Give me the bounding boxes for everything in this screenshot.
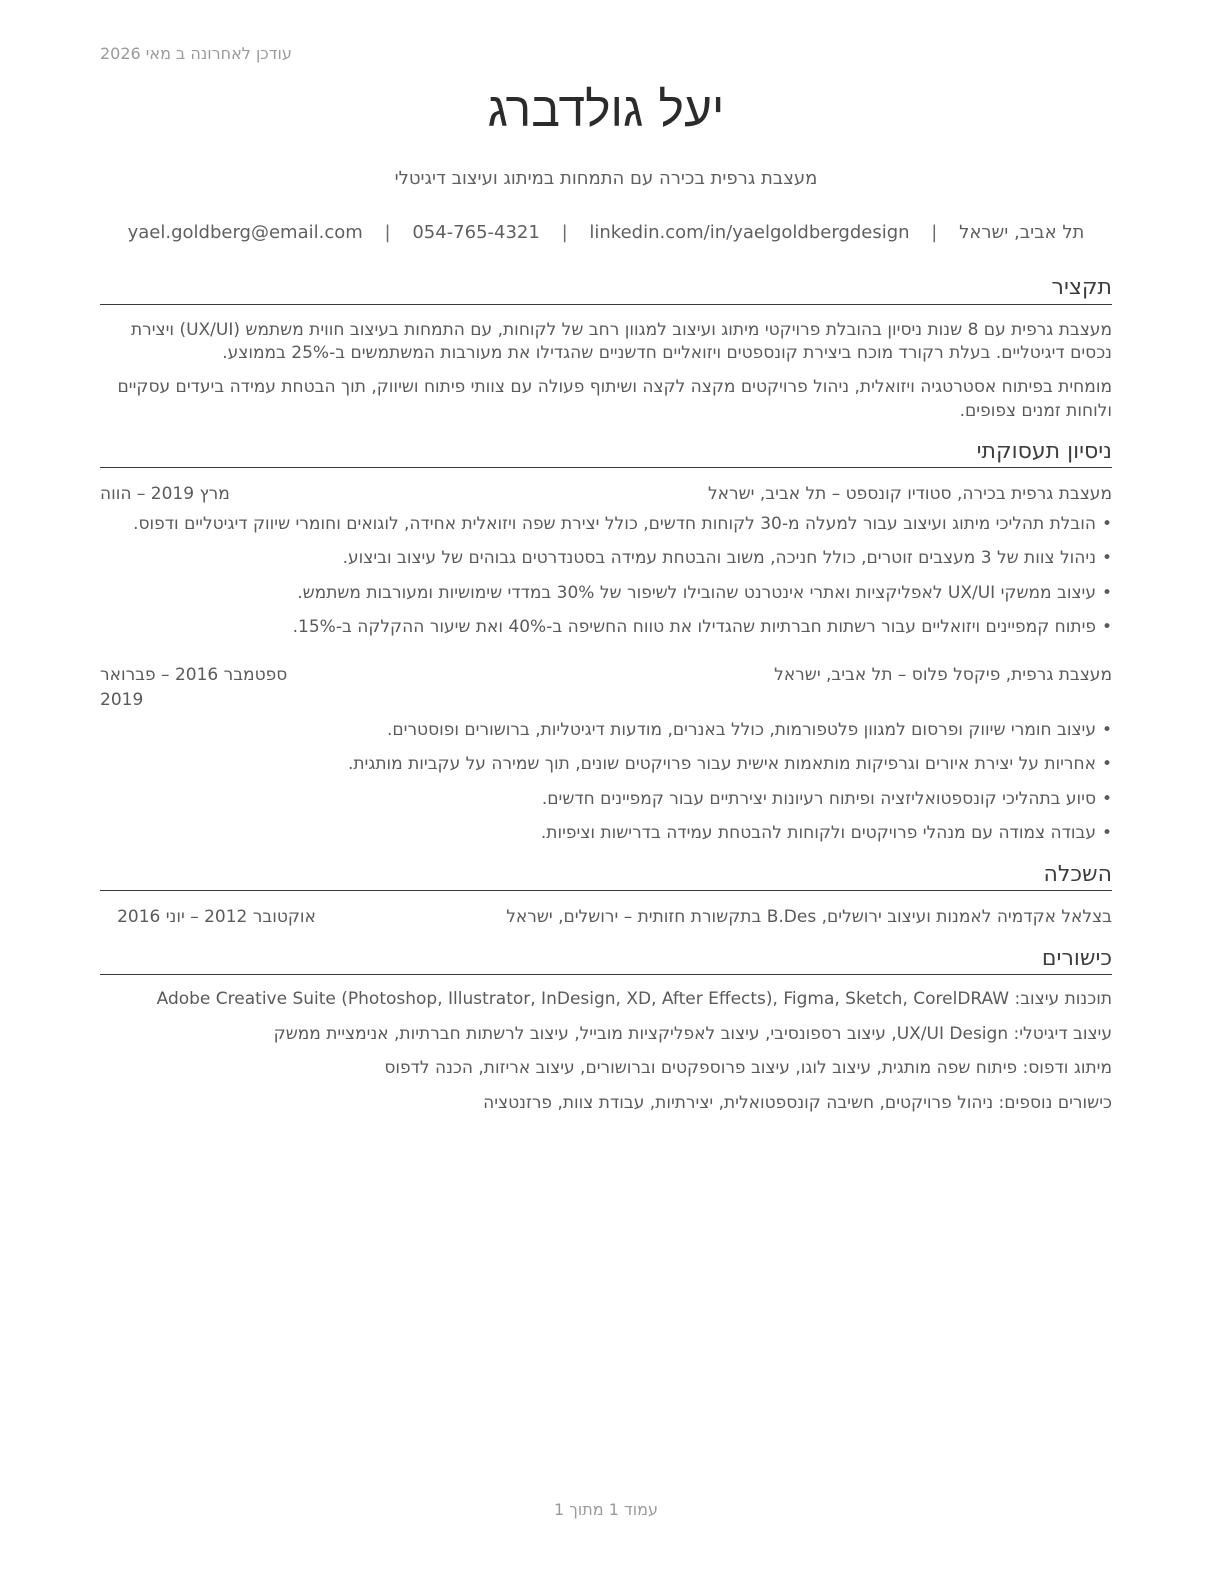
page-number: עמוד 1 מתוך 1 — [554, 1500, 658, 1519]
job-role: מעצבת גרפית בכירה, סטודיו קונספט – תל אביב, ישראל — [707, 484, 1112, 505]
job-dates: מרץ 2019 – הווה — [100, 484, 230, 505]
education-dates: אוקטובר 2012 – יוני 2016 — [117, 907, 316, 928]
job-entry — [100, 482, 1112, 641]
section-title-summary: תקציר — [100, 274, 1112, 305]
experience-section — [100, 438, 1112, 847]
resume-body — [100, 274, 1112, 1130]
skill-line: כישורים נוספים: ניהול פרויקטים, חשיבה קונספטואלית, יצירתיות, עבודת צוות, פרזנטציה — [483, 1092, 1112, 1113]
section-title-experience: ניסיון תעסוקתי — [100, 438, 1112, 469]
job-bullet: • סיוע בתהליכי קונספטואליזציה ופיתוח רעיונות יצירתיים עבור קמפיינים חדשים. — [100, 787, 1112, 813]
job-bullet: • ניהול צוות של 3 מעצבים זוטרים, כולל חניכה, משוב והבטחת עמידה בסטנדרטים גבוהים של עיצוב וביצוע. — [100, 546, 1112, 572]
summary-section — [100, 274, 1112, 424]
candidate-name: יעל גולדברג — [487, 82, 725, 138]
education-section — [100, 861, 1112, 931]
contact-line — [100, 222, 1112, 243]
skills-section — [100, 945, 1112, 1117]
professional-title: מעצבת גרפית בכירה עם התמחות במיתוג ועיצוב דיגיטלי — [394, 168, 818, 189]
job-bullets — [100, 512, 1112, 641]
skills-list — [100, 987, 1112, 1116]
job-bullet: • אחריות על יצירת איורים וגרפיקות מותאמות אישית עבור פרויקטים שונים, תוך שמירה על עקביות מותגית. — [100, 752, 1112, 778]
summary-paragraph: מעצבת גרפית עם 8 שנות ניסיון בהובלת פרויקטי מיתוג ועיצוב למגוון רחב של לקוחות, עם התמחות בעיצוב חווית משתמש (UX/UI) ויצירת נכסים דיגיטליים. בעלת רקורד מוכח ביצירת קונספטים ויזואליים חדשניים שהגדילו את מעורבות המשתמשים ב-25% בממוצע. — [130, 319, 1112, 364]
contact-location: תל אביב, ישראל — [959, 222, 1085, 243]
contact-linkedin[interactable]: linkedin.com/in/yaelgoldbergdesign — [589, 222, 910, 243]
resume-page — [100, 0, 1112, 1584]
job-bullet: • עיצוב חומרי שיווק ופרסום למגוון פלטפורמות, כולל באנרים, מודעות דיגיטליות, ברושורים ופוסטרים. — [100, 718, 1112, 744]
job-entry — [100, 663, 1112, 847]
contact-email[interactable]: yael.goldberg@email.com — [127, 222, 363, 243]
last-updated-note: עודכן לאחרונה ב מאי 2026 — [100, 44, 292, 63]
skill-line: תוכנות עיצוב: Adobe Creative Suite (Photoshop, Illustrator, InDesign, XD, After Effects), Figma, Sketch, CorelDRAW — [156, 989, 1112, 1010]
education-degree: בצלאל אקדמיה לאמנות ועיצוב ירושלים, B.Des בתקשורת חזותית – ירושלים, ישראל — [506, 907, 1112, 928]
job-bullet: • פיתוח קמפיינים ויזואליים עבור רשתות חברתיות שהגדילו את טווח החשיפה ב-40% ואת שיעור ההקלקה ב-15%. — [100, 615, 1112, 641]
contact-separator: | — [561, 222, 568, 243]
job-bullet: • הובלת תהליכי מיתוג ועיצוב עבור למעלה מ-30 לקוחות חדשים, כולל יצירת שפה ויזואלית אחידה, לוגואים וחומרי שיווק דיגיטליים ודפוס. — [100, 512, 1112, 538]
job-bullets — [100, 718, 1112, 847]
job-header — [100, 663, 1112, 714]
summary-paragraph: מומחית בפיתוח אסטרטגיה ויזואלית, ניהול פרויקטים מקצה לקצה ושיתוף פעולה עם צוותי פיתוח ושיווק, תוך הבטחת עמידה ביעדים עסקיים ולוחות זמנים צפופים. — [117, 377, 1112, 421]
contact-phone[interactable]: 054-765-4321 — [412, 222, 540, 243]
skill-line: מיתוג ודפוס: פיתוח שפה מותגית, עיצוב לוגו, עיצוב פרוספקטים וברושורים, עיצוב אריזות, הכנה לדפוס — [384, 1058, 1112, 1079]
contact-separator: | — [384, 222, 391, 243]
job-role: מעצבת גרפית, פיקסל פלוס – תל אביב, ישראל — [774, 664, 1112, 685]
job-dates: ספטמבר 2016 – פברואר 2019 — [100, 664, 288, 711]
job-header — [100, 482, 1112, 508]
job-bullet: • עבודה צמודה עם מנהלי פרויקטים ולקוחות להבטחת עמידה בדרישות וציפיות. — [100, 821, 1112, 847]
education-entry — [100, 905, 1112, 931]
skill-line: עיצוב דיגיטלי: UX/UI Design, עיצוב רספונסיבי, עיצוב לאפליקציות מובייל, עיצוב לרשתות חברתיות, אנימציית ממשק — [273, 1023, 1112, 1044]
section-title-education: השכלה — [100, 861, 1112, 892]
job-bullet: • עיצוב ממשקי UX/UI לאפליקציות ואתרי אינטרנט שהובילו לשיפור של 30% במדדי שימושיות ומעורבות משתמש. — [100, 581, 1112, 607]
section-title-skills: כישורים — [100, 945, 1112, 976]
contact-separator: | — [931, 222, 938, 243]
